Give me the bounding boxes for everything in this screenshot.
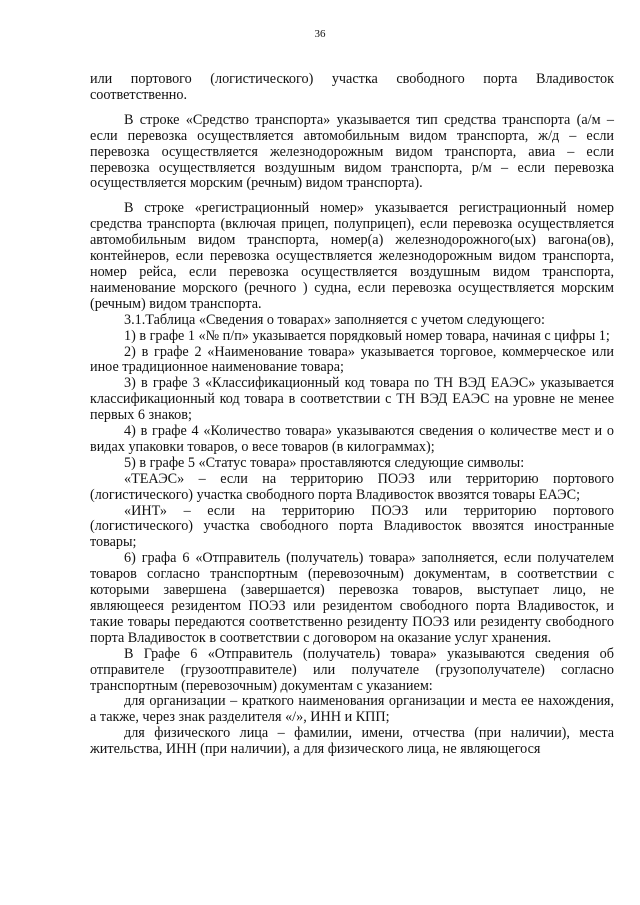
page-number: 36: [314, 28, 326, 40]
paragraph: 6) графа 6 «Отправитель (получатель) товара» заполняется, если получателем товаров согласно транспортным (перевозочным) документам, в соответствии с которыми завершена (завершается) перевозка товаров, выступает лицо, не являющееся резидентом ПОЭЗ или резидентом свободного порта Владивосток, и такие товары передаются соответственно резиденту ПОЭЗ или резиденту свободного порта Владивосток в соответствии с договором на оказание услуг хранения.: [90, 550, 614, 646]
paragraph: 5) в графе 5 «Статус товара» проставляются следующие символы:: [124, 454, 525, 471]
paragraph: или портового (логистического) участка свободного порта Владивосток соответственно.: [90, 71, 614, 103]
document-body: [90, 72, 614, 758]
paragraph: В строке «регистрационный номер» указывается регистрационный номер средства транспорта (включая прицеп, полуприцеп), если перевозка осуществляется автомобильным видом транспорта, номер(а) железнодорожного(ых) вагона(ов), контейнеров, если перевозка осуществляется железнодорожным видом транспорта, номер рейса, если перевозка осуществляется воздушным видом транспорта, наименование морского (речного ) судна, если перевозка осуществляется морским (речным) видом транспорта.: [90, 200, 614, 312]
paragraph: «ИНТ» – если на территорию ПОЭЗ или территорию портового (логистического) участка свободного порта Владивосток ввозятся иностранные товары;: [90, 502, 614, 551]
paragraph: 3) в графе 3 «Классификационный код товара по ТН ВЭД ЕАЭС» указывается классификационный код товара в соответствии с ТН ВЭД ЕАЭС на уровне не менее первых 6 знаков;: [90, 375, 614, 424]
paragraph: В Графе 6 «Отправитель (получатель) товара» указываются сведения об отправителе (грузоотправителе) или получателе (грузополучателе) согласно транспортным (перевозочным) документам с указанием:: [90, 645, 614, 694]
paragraph: для организации – краткого наименования организации и места ее нахождения, а также, через знак разделителя «/», ИНН и КПП;: [90, 693, 614, 726]
paragraph: 4) в графе 4 «Количество товара» указываются сведения о количестве мест и о видах упаковки товаров, о весе товаров (в килограммах);: [90, 423, 614, 455]
paragraph: 2) в графе 2 «Наименование товара» указывается торговое, коммерческое или иное традиционное наименование товара;: [90, 343, 614, 376]
paragraph: 3.1.Таблица «Сведения о товарах» заполняется с учетом следующего:: [124, 311, 545, 328]
paragraph: В строке «Средство транспорта» указывается тип средства транспорта (а/м – если перевозка осуществляется автомобильным видом транспорта, ж/д – если перевозка осуществляется железнодорожным видом транспорта, авиа – если перевозка осуществляется воздушным видом транспорта, р/м – если перевозка осуществляется морским (речным) видом транспорта).: [90, 111, 614, 192]
paragraph: 1) в графе 1 «№ п/п» указывается порядковый номер товара, начиная с цифры 1;: [124, 327, 610, 344]
paragraph: для физического лица – фамилии, имени, отчества (при наличии), места жительства, ИНН (при наличии), а для физического лица, не являющегося: [90, 725, 614, 758]
paragraph: «ТЕАЭС» – если на территорию ПОЭЗ или территорию портового (логистического) участка свободного порта Владивосток ввозятся товары ЕАЭС;: [90, 470, 614, 503]
